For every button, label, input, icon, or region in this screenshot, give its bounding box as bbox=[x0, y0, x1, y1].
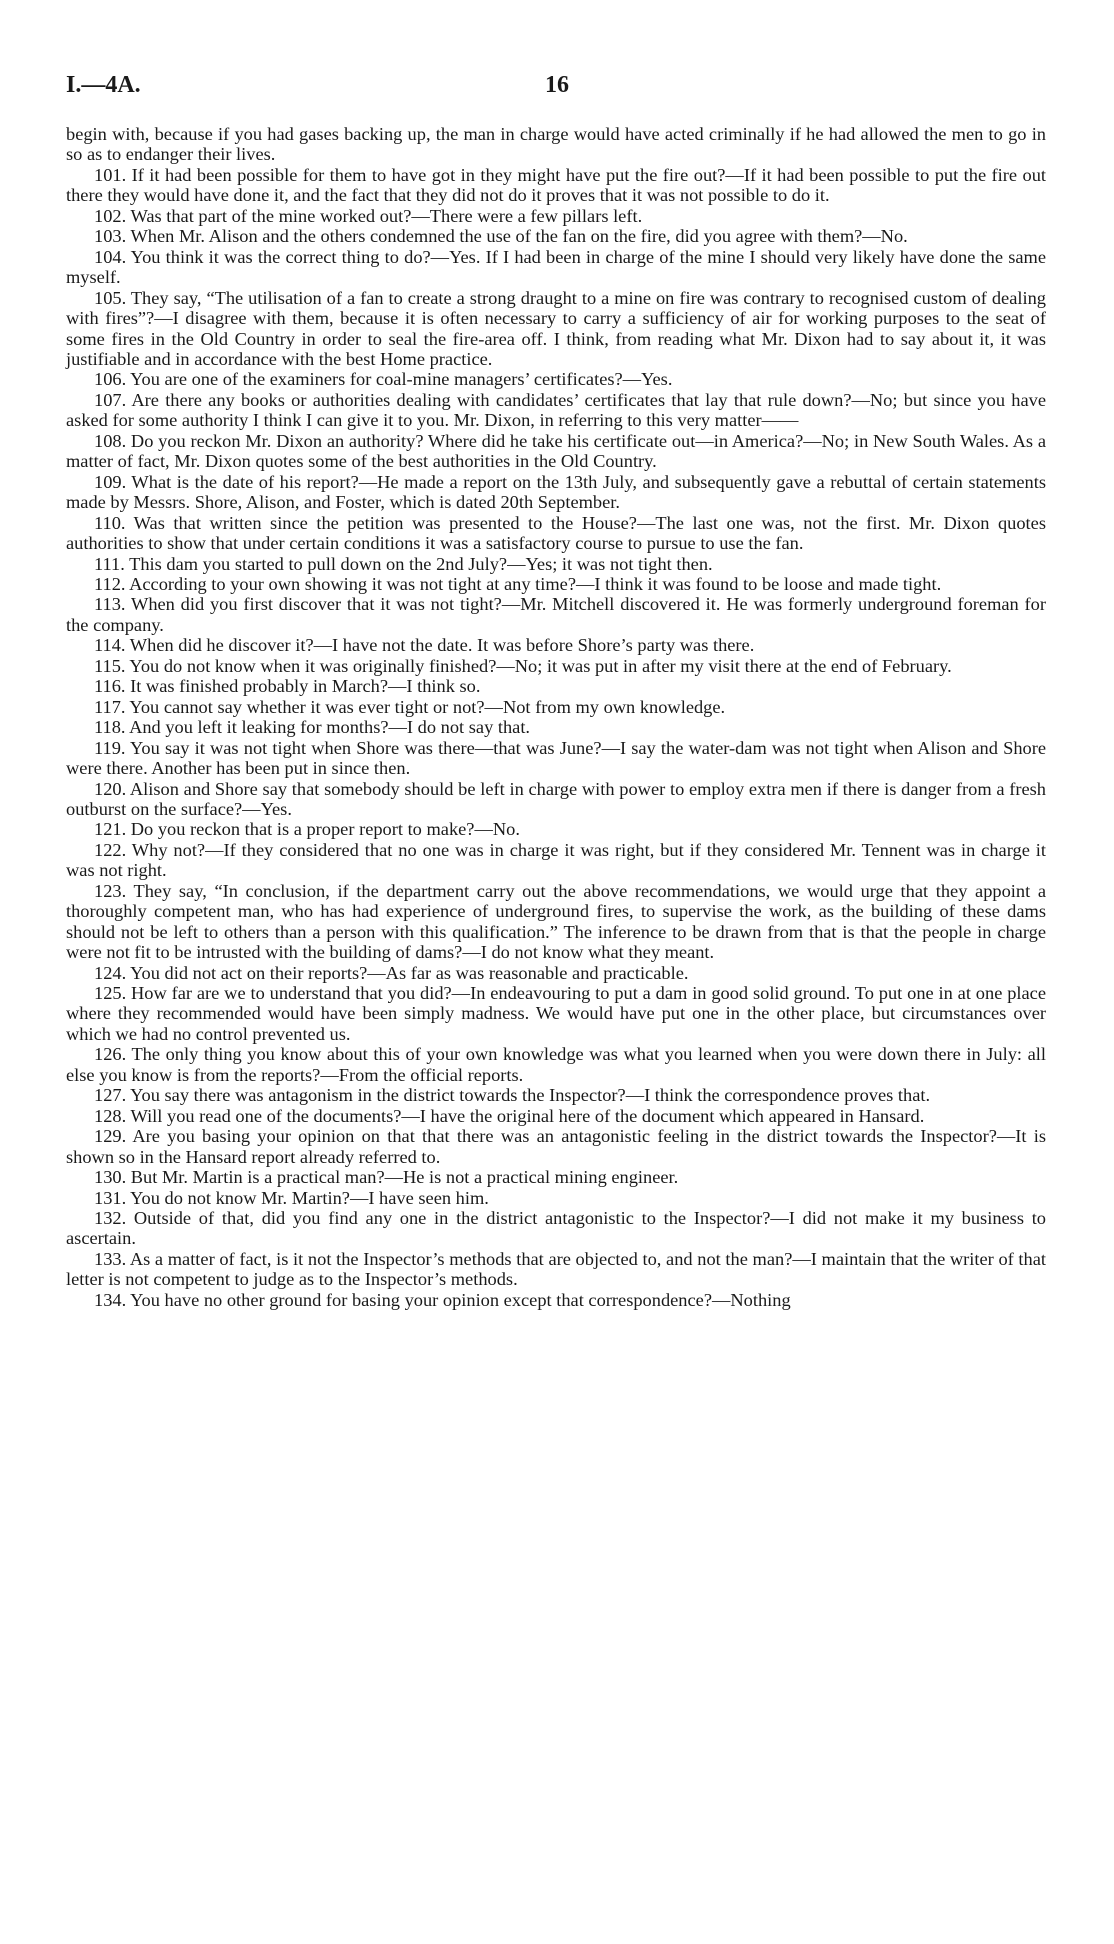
question-129: 129. Are you basing your opinion on that that there was an antagonistic feeling in the district towards the Inspector?—It is shown so in the Hansard report already referred to. bbox=[66, 1126, 1046, 1167]
question-103: 103. When Mr. Alison and the others condemned the use of the fan on the fire, did you agree with them?—No. bbox=[94, 226, 908, 247]
paragraph-continuation: begin with, because if you had gases backing up, the man in charge would have acted criminally if he had allowed the men to go in so as to endanger their lives. bbox=[66, 124, 1046, 165]
question-102: 102. Was that part of the mine worked out?—There were a few pillars left. bbox=[94, 205, 643, 226]
question-113: 113. When did you first discover that it was not tight?—Mr. Mitchell discovered it. He was formerly underground foreman for the company. bbox=[66, 594, 1046, 635]
question-104: 104. You think it was the correct thing to do?—Yes. If I had been in charge of the mine I should very likely have done the same myself. bbox=[66, 246, 1046, 288]
question-112: 112. According to your own showing it was not tight at any time?—I think it was found to be loose and made tight. bbox=[94, 573, 942, 594]
question-108: 108. Do you reckon Mr. Dixon an authority? Where did he take his certificate out—in America?—No; in New South Wales. As a matter of fact, Mr. Dixon quotes some of the best authorities in the Old Country. bbox=[66, 430, 1046, 472]
question-132: 132. Outside of that, did you find any one in the district antagonistic to the Inspector?—I did not make it my business to ascertain. bbox=[66, 1208, 1046, 1249]
question-120: 120. Alison and Shore say that somebody should be left in charge with power to employ extra men if there is danger from a fresh outburst on the surface?—Yes. bbox=[66, 778, 1046, 819]
question-105: 105. They say, “The utilisation of a fan to create a strong draught to a mine on fire was contrary to recognised custom of dealing with fires”?—I disagree with them, because it is often necessary to carry a sufficiency of air for working purposes to the seat of some fires in the Old Country in order to seal the fire-area off. I think, from reading what Mr. Dixon had to say about it, it was justifiable and in accordance with the best Home practice. bbox=[66, 287, 1046, 369]
question-107: 107. Are there any books or authorities dealing with candidates’ certificates that lay that rule down?—No; but since you have asked for some authority I think I can give it to you. Mr. Dixon, in referring to this very matter—— bbox=[66, 389, 1046, 431]
question-111: 111. This dam you started to pull down on the 2nd July?—Yes; it was not tight then. bbox=[94, 553, 713, 574]
question-121: 121. Do you reckon that is a proper report to make?—No. bbox=[94, 819, 520, 840]
page-header bbox=[0, 72, 1114, 102]
question-119: 119. You say it was not tight when Shore was there—that was June?—I say the water-dam was not tight when Alison and Shore were there. Another has been put in since then. bbox=[66, 737, 1046, 779]
question-101: 101. If it had been possible for them to have got in they might have put the fire out?—If it had been possible to put the fire out there they would have done it, and the fact that they did not do it proves that it was not possible to do it. bbox=[66, 164, 1046, 206]
question-127: 127. You say there was antagonism in the district towards the Inspector?—I think the correspondence proves that. bbox=[94, 1085, 931, 1106]
question-114: 114. When did he discover it?—I have not the date. It was before Shore’s party was there. bbox=[94, 635, 755, 656]
question-134: 134. You have no other ground for basing your opinion except that correspondence?—Nothing bbox=[94, 1289, 791, 1310]
question-126: 126. The only thing you know about this of your own knowledge was what you learned when you were down there in July: all else you know is from the reports?—From the official reports. bbox=[66, 1044, 1046, 1085]
question-122: 122. Why not?—If they considered that no one was in charge it was right, but if they considered Mr. Tennent was in charge it was not right. bbox=[66, 839, 1046, 881]
document-body bbox=[66, 124, 1046, 1310]
question-109: 109. What is the date of his report?—He made a report on the 13th July, and subsequently gave a rebuttal of certain statements made by Messrs. Shore, Alison, and Foster, which is dated 20th September. bbox=[66, 471, 1046, 513]
question-110: 110. Was that written since the petition was presented to the House?—The last one was, not the first. Mr. Dixon quotes authorities to show that under certain conditions it was a satisfactory course to pursue to use the fan. bbox=[66, 512, 1046, 554]
question-118: 118. And you left it leaking for months?—I do not say that. bbox=[94, 717, 531, 738]
question-117: 117. You cannot say whether it was ever tight or not?—Not from my own knowledge. bbox=[94, 696, 726, 717]
question-131: 131. You do not know Mr. Martin?—I have seen him. bbox=[94, 1187, 489, 1208]
question-124: 124. You did not act on their reports?—As far as was reasonable and practicable. bbox=[94, 962, 689, 983]
question-123: 123. They say, “In conclusion, if the department carry out the above recommendations, we would urge that they appoint a thoroughly competent man, who has had experience of underground fires, to supervise the work, as the building of these dams should not be left to others than a person with this qualification.” The inference to be drawn from that is that the people in charge were not fit to be intrusted with the building of dams?—I do not know what they meant. bbox=[66, 880, 1046, 963]
question-125: 125. How far are we to understand that you did?—In endeavouring to put a dam in good solid ground. To put one in at one place where they recommended would have been simply madness. We would have put one in the other place, but circumstances over which we had no control prevented us. bbox=[66, 983, 1046, 1044]
question-128: 128. Will you read one of the documents?—I have the original here of the document which appeared in Hansard. bbox=[94, 1105, 925, 1126]
question-130: 130. But Mr. Martin is a practical man?—He is not a practical mining engineer. bbox=[94, 1167, 679, 1188]
question-133: 133. As a matter of fact, is it not the Inspector’s methods that are objected to, and not the man?—I maintain that the writer of that letter is not competent to judge as to the Inspector’s methods. bbox=[66, 1248, 1046, 1290]
page-number: 16 bbox=[545, 72, 569, 98]
question-106: 106. You are one of the examiners for coal-mine managers’ certificates?—Yes. bbox=[94, 369, 673, 390]
document-reference: I.—4A. bbox=[66, 72, 141, 98]
question-115: 115. You do not know when it was originally finished?—No; it was put in after my visit there at the end of February. bbox=[94, 655, 952, 676]
question-116: 116. It was finished probably in March?—I think so. bbox=[94, 676, 481, 697]
